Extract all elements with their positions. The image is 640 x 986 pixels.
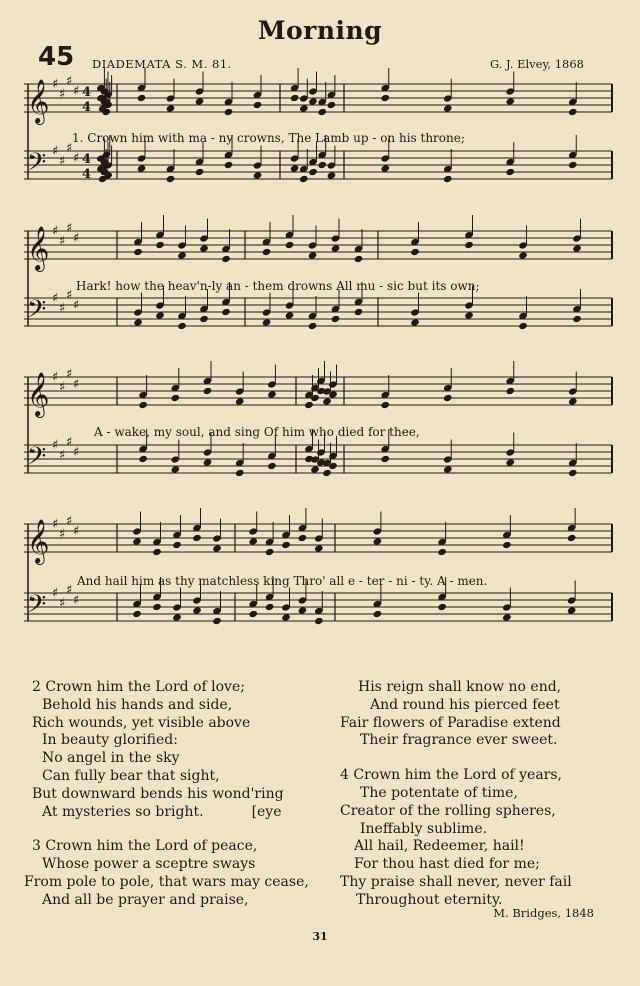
note-head <box>310 465 320 473</box>
sharp-icon: ♯ <box>52 291 59 306</box>
note-head <box>267 390 277 398</box>
note-head <box>354 255 364 263</box>
sharp-icon: ♯ <box>73 445 80 460</box>
verse-line: Creator of the rolling spheres, <box>340 802 556 819</box>
note-head <box>285 241 295 249</box>
lyric-line-2: Hark! how the heav'n-ly an - them drowns All mu - sic but its own; <box>76 279 480 293</box>
note-head <box>221 255 231 263</box>
sharp-icon: ♯ <box>66 435 73 450</box>
note-head <box>265 548 275 556</box>
note-head <box>327 171 337 179</box>
note-head <box>133 248 143 256</box>
note-head <box>464 241 474 249</box>
note-head <box>132 610 142 618</box>
note-head <box>137 164 147 172</box>
note-head <box>177 322 187 330</box>
note-head <box>380 455 390 463</box>
sharp-icon: ♯ <box>66 514 73 529</box>
note-head <box>281 613 291 621</box>
time-signature: 4 <box>82 152 92 167</box>
note-head <box>281 541 291 549</box>
note-head <box>505 168 515 176</box>
sharp-icon: ♯ <box>52 370 59 385</box>
note-head <box>443 104 453 112</box>
note-head <box>203 387 213 395</box>
verse-line: No angel in the sky <box>42 750 180 767</box>
note-head <box>354 308 364 316</box>
page-number: 31 <box>312 930 328 943</box>
note-head <box>212 544 222 552</box>
verse-line: In beauty glorified: <box>42 732 178 749</box>
verse-column-left <box>24 679 309 910</box>
note-head <box>152 603 162 611</box>
hymn-number: 45 <box>38 42 75 72</box>
sharp-icon: ♯ <box>73 84 80 99</box>
note-head <box>568 469 578 477</box>
verse-line: And all be prayer and praise, <box>42 891 249 908</box>
note-head <box>172 541 182 549</box>
verse-line: Behold his hands and side, <box>42 696 233 713</box>
note-head <box>212 617 222 625</box>
sharp-icon: ♯ <box>59 234 66 249</box>
note-head <box>203 458 213 466</box>
note-head <box>502 613 512 621</box>
note-head <box>138 401 148 409</box>
note-head <box>285 311 295 319</box>
note-head <box>138 455 148 463</box>
treble-clef-icon: 𝄞 <box>27 226 50 270</box>
note-head <box>505 97 515 105</box>
verse-line: His reign shall know no end, <box>358 679 562 695</box>
note-head <box>298 606 308 614</box>
note-head <box>317 108 327 116</box>
sharp-icon: ♯ <box>52 517 59 532</box>
note-head <box>568 397 578 405</box>
verse-line: 2 Crown him the Lord of love; <box>32 679 245 695</box>
time-signature: 4 <box>82 100 92 115</box>
note-head <box>572 244 582 252</box>
note-head <box>298 534 308 542</box>
bass-clef-icon: 𝄢 <box>27 148 47 183</box>
note-head <box>410 318 420 326</box>
note-head <box>235 469 245 477</box>
composer-credit: G. J. Elvey, 1868 <box>489 57 584 71</box>
verse-line: But downward bends his wond'ring <box>32 785 284 802</box>
note-head <box>317 161 327 169</box>
note-head <box>155 311 165 319</box>
sharp-icon: ♯ <box>73 231 80 246</box>
note-head <box>437 603 447 611</box>
note-head <box>518 322 528 330</box>
note-head <box>221 308 231 316</box>
sharp-icon: ♯ <box>66 221 73 236</box>
sharp-icon: ♯ <box>66 288 73 303</box>
time-signature: 4 <box>82 85 92 100</box>
verse-line: The potentate of time, <box>360 784 518 801</box>
sharp-icon: ♯ <box>59 596 66 611</box>
bass-clef-icon: 𝄢 <box>27 590 47 625</box>
note-head <box>199 244 209 252</box>
note-head <box>308 322 318 330</box>
note-head <box>308 251 318 259</box>
sharp-icon: ♯ <box>52 438 59 453</box>
note-head <box>192 534 202 542</box>
note-head <box>290 94 300 102</box>
verse-line: Ineffably sublime. <box>360 820 488 837</box>
note-head <box>443 394 453 402</box>
sharp-icon: ♯ <box>59 527 66 542</box>
verse-line: Their fragrance ever sweet. <box>360 732 558 749</box>
bass-clef-icon: 𝄢 <box>27 442 47 477</box>
note-head <box>331 244 341 252</box>
note-head <box>137 94 147 102</box>
verse-line: All hail, Redeemer, hail! <box>354 838 525 855</box>
hymn-title: Morning <box>257 16 383 45</box>
sharp-icon: ♯ <box>73 151 80 166</box>
note-head <box>152 548 162 556</box>
note-head <box>308 168 318 176</box>
note-head <box>380 401 390 409</box>
verse-line: Throughout eternity. <box>356 891 503 908</box>
note-head <box>373 610 383 618</box>
treble-clef-icon: 𝄞 <box>27 519 50 563</box>
note-head <box>195 168 205 176</box>
time-signature: 4 <box>82 167 92 182</box>
sharp-icon: ♯ <box>52 586 59 601</box>
note-head <box>464 311 474 319</box>
tune-name: DIADEMATA S. M. 81. <box>92 57 232 71</box>
sharp-icon: ♯ <box>59 448 66 463</box>
sharp-icon: ♯ <box>59 380 66 395</box>
verse-line: Whose power a sceptre sways <box>42 856 256 873</box>
note-head <box>248 610 258 618</box>
note-head <box>568 108 578 116</box>
sharp-icon: ♯ <box>59 301 66 316</box>
note-head <box>314 544 324 552</box>
note-head <box>443 465 453 473</box>
note-head <box>262 248 272 256</box>
sharp-icon: ♯ <box>52 224 59 239</box>
treble-clef-icon: 𝄞 <box>27 372 50 416</box>
note-head <box>248 537 258 545</box>
note-head <box>166 104 176 112</box>
note-head <box>314 617 324 625</box>
note-head <box>235 397 245 405</box>
note-head <box>171 394 181 402</box>
note-head <box>267 462 277 470</box>
verse-line: Fair flowers of Paradise extend <box>340 714 561 731</box>
verse-line: 4 Crown him the Lord of years, <box>340 767 562 784</box>
verse-line: For thou hast died for me; <box>354 856 540 873</box>
note-head <box>410 248 420 256</box>
note-head <box>132 537 142 545</box>
note-head <box>253 101 263 109</box>
note-head <box>505 458 515 466</box>
verse-line: And round his pierced feet <box>370 696 560 713</box>
note-head <box>380 164 390 172</box>
note-head <box>572 315 582 323</box>
note-head <box>265 603 275 611</box>
note-head <box>195 97 205 105</box>
verse-line: Rich wounds, yet visible above <box>32 714 251 731</box>
verse-column-right <box>340 679 572 910</box>
note-head <box>373 537 383 545</box>
note-head <box>253 171 263 179</box>
note-head <box>568 161 578 169</box>
note-head <box>567 606 577 614</box>
sharp-icon: ♯ <box>66 141 73 156</box>
verse-line: At mysteries so bright. [eye <box>42 803 282 820</box>
note-head <box>505 387 515 395</box>
note-head <box>299 104 309 112</box>
note-head <box>262 318 272 326</box>
note-head <box>133 318 143 326</box>
sharp-icon: ♯ <box>59 154 66 169</box>
bass-clef-icon: 𝄢 <box>27 295 47 330</box>
note-head <box>199 315 209 323</box>
note-head <box>327 101 337 109</box>
lyric-line-4: And hail him as thy matchless king Thro' all e - ter - ni - ty. A - men. <box>77 574 488 588</box>
note-head <box>224 161 234 169</box>
sharp-icon: ♯ <box>73 298 80 313</box>
sharp-icon: ♯ <box>52 77 59 92</box>
note-head <box>299 175 309 183</box>
note-head <box>322 469 332 477</box>
sharp-icon: ♯ <box>59 87 66 102</box>
lyric-line-1: 1. Crown him with ma - ny crowns, The Lamb up - on his throne; <box>72 131 465 145</box>
note-head <box>304 401 314 409</box>
note-head <box>443 175 453 183</box>
verse-line: Can fully bear that sight, <box>42 767 220 784</box>
sharp-icon: ♯ <box>73 593 80 608</box>
note-head <box>177 251 187 259</box>
note-head <box>437 548 447 556</box>
sharp-icon: ♯ <box>66 74 73 89</box>
verse-line: 3 Crown him the Lord of peace, <box>32 838 258 855</box>
note-head <box>290 164 300 172</box>
note-head <box>567 534 577 542</box>
note-head <box>172 613 182 621</box>
sharp-icon: ♯ <box>73 524 80 539</box>
note-head <box>518 251 528 259</box>
treble-clef-icon: 𝄞 <box>27 79 50 123</box>
note-head <box>166 175 176 183</box>
note-head <box>308 97 318 105</box>
note-head <box>192 606 202 614</box>
lyric-line-3: A - wake, my soul, and sing Of him who died for thee, <box>94 425 420 439</box>
note-head <box>380 94 390 102</box>
sharp-icon: ♯ <box>52 144 59 159</box>
sharp-icon: ♯ <box>66 583 73 598</box>
author-credit: M. Bridges, 1848 <box>493 906 594 920</box>
sharp-icon: ♯ <box>66 367 73 382</box>
verse-line: From pole to pole, that wars may cease, <box>24 873 309 890</box>
sharp-icon: ♯ <box>73 377 80 392</box>
note-head <box>322 397 332 405</box>
note-head <box>155 241 165 249</box>
note-head <box>171 465 181 473</box>
verse-line: Thy praise shall never, never fail <box>340 873 572 890</box>
note-head <box>331 315 341 323</box>
note-head <box>502 541 512 549</box>
note-head <box>224 108 234 116</box>
